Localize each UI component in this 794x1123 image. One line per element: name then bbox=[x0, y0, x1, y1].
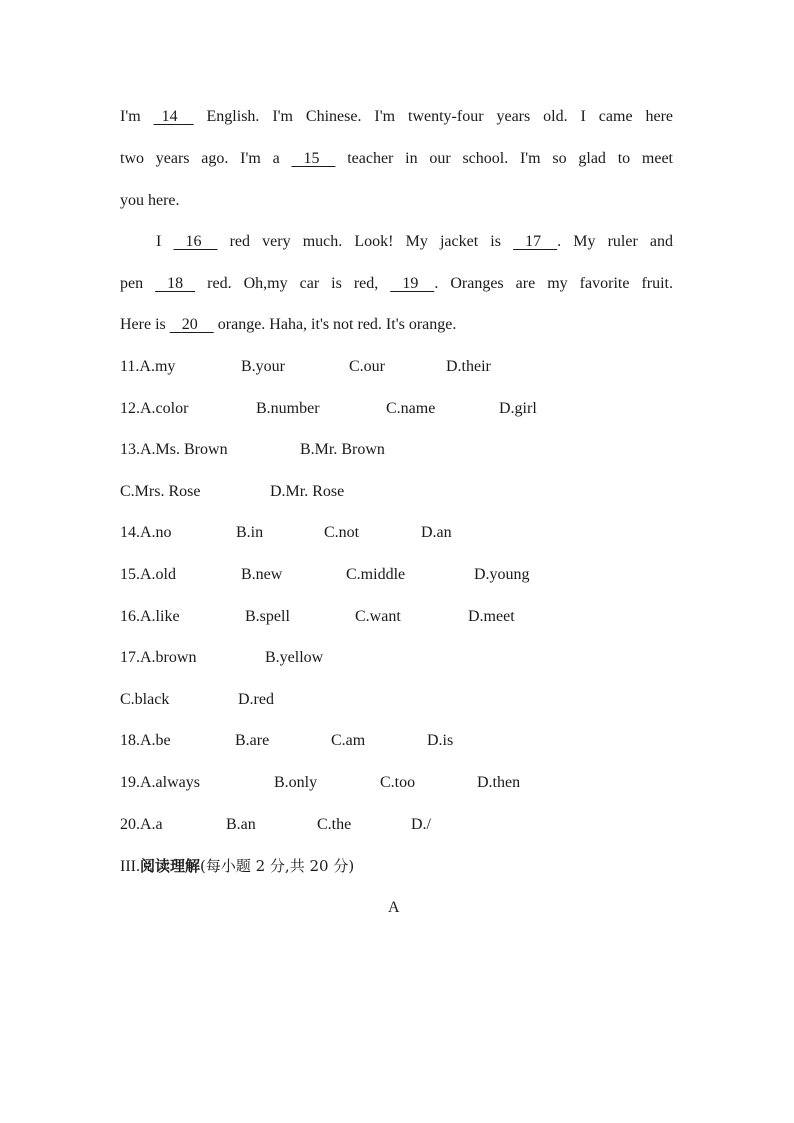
passage-line-3 bbox=[120, 191, 673, 211]
q13-option-c: C.Mrs. Rose bbox=[120, 483, 201, 500]
q20-option-b: B.an bbox=[226, 816, 256, 833]
q13-option-d: D.Mr. Rose bbox=[270, 483, 345, 500]
blank-19: 19 bbox=[402, 275, 419, 292]
q12-option-c: C.name bbox=[386, 400, 436, 417]
q20-option-c: C.the bbox=[317, 816, 352, 833]
text: teacher in our school. I'm so glad to meet bbox=[335, 150, 673, 167]
q12-option-a: 12.A.color bbox=[120, 400, 189, 417]
q18-option-d: D.is bbox=[427, 732, 454, 749]
q11-option-a: 11.A.my bbox=[120, 358, 176, 375]
section-numeral: III. bbox=[120, 858, 140, 875]
blank-15: 15 bbox=[303, 150, 320, 167]
text: . Oranges are my favorite fruit. bbox=[434, 275, 673, 292]
q19-option-b: B.only bbox=[274, 774, 318, 791]
text: English. I'm Chinese. I'm twenty-four years old. I came here bbox=[193, 108, 674, 125]
q11-option-c: C.our bbox=[349, 358, 385, 375]
q13-option-a: 13.A.Ms. Brown bbox=[120, 441, 228, 458]
q13-option-b: B.Mr. Brown bbox=[300, 441, 385, 458]
passage-line-2 bbox=[120, 149, 673, 169]
q16-option-b: B.spell bbox=[245, 608, 290, 625]
q12-option-b: B.number bbox=[256, 400, 320, 417]
passage-line-1 bbox=[120, 107, 673, 127]
q16-option-d: D.meet bbox=[468, 608, 515, 625]
blank-14: 14 bbox=[161, 108, 178, 125]
text: two years ago. I'm a bbox=[120, 150, 292, 167]
text: . My ruler and bbox=[557, 233, 674, 250]
q14-option-b: B.in bbox=[236, 524, 264, 541]
text: red very much. Look! My jacket is bbox=[217, 233, 514, 250]
q14-option-d: D.an bbox=[421, 524, 452, 541]
section-title: 阅读理解 bbox=[139, 857, 200, 875]
q17-option-b: B.yellow bbox=[265, 649, 324, 666]
q14-option-c: C.not bbox=[324, 524, 360, 541]
text: orange. Haha, it's not red. It's orange. bbox=[213, 316, 457, 333]
q18-option-c: C.am bbox=[331, 732, 366, 749]
section-note: (每小题 2 分,共 20 分) bbox=[200, 857, 355, 875]
q11-option-b: B.your bbox=[241, 358, 285, 375]
text: Here is bbox=[120, 316, 170, 333]
text: pen bbox=[120, 275, 156, 292]
q12-option-d: D.girl bbox=[499, 400, 537, 417]
q11-option-d: D.their bbox=[446, 358, 491, 375]
passage-line-5 bbox=[120, 274, 673, 294]
blank-17: 17 bbox=[525, 233, 542, 250]
q17-option-a: 17.A.brown bbox=[120, 649, 197, 666]
q17-option-d: D.red bbox=[238, 691, 274, 708]
passage-line-4 bbox=[156, 232, 673, 252]
q19-option-d: D.then bbox=[477, 774, 521, 791]
q15-option-c: C.middle bbox=[346, 566, 406, 583]
blank-20: 20 bbox=[181, 316, 198, 333]
text: you here. bbox=[120, 192, 180, 209]
q19-option-a: 19.A.always bbox=[120, 774, 200, 791]
q19-option-c: C.too bbox=[380, 774, 416, 791]
q15-option-b: B.new bbox=[241, 566, 283, 583]
text: I'm bbox=[120, 108, 154, 125]
passage-line-6 bbox=[120, 315, 673, 335]
q14-option-a: 14.A.no bbox=[120, 524, 172, 541]
blank-16: 16 bbox=[185, 233, 202, 250]
q16-option-c: C.want bbox=[355, 608, 401, 625]
blank-18: 18 bbox=[167, 275, 184, 292]
text: red. Oh,my car is red, bbox=[195, 275, 391, 292]
q15-option-d: D.young bbox=[474, 566, 530, 583]
q17-option-c: C.black bbox=[120, 691, 170, 708]
q20-option-a: 20.A.a bbox=[120, 816, 163, 833]
q20-option-d: D./ bbox=[411, 816, 431, 833]
q18-option-b: B.are bbox=[235, 732, 270, 749]
part-letter: A bbox=[388, 899, 400, 916]
q18-option-a: 18.A.be bbox=[120, 732, 171, 749]
q15-option-a: 15.A.old bbox=[120, 566, 176, 583]
section-heading bbox=[120, 856, 354, 877]
text: I bbox=[156, 233, 174, 250]
q16-option-a: 16.A.like bbox=[120, 608, 180, 625]
